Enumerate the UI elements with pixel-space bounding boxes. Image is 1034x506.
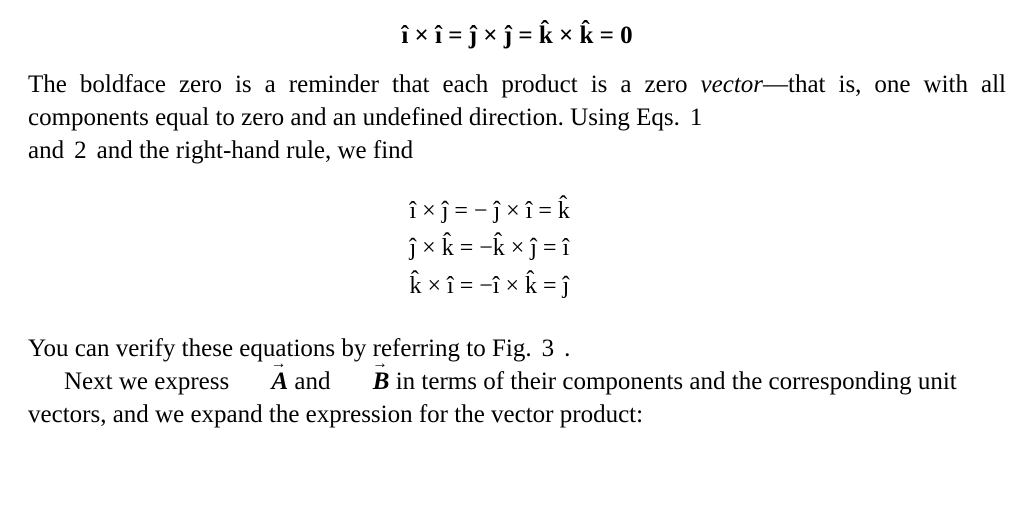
paragraph-verify-and-express <box>28 332 1006 431</box>
equation-line-1 <box>28 193 1006 231</box>
paragraph-2-text-a: You can verify these equations by referring to Fig. <box>28 335 532 363</box>
equation-reference-1[interactable]: 1 <box>689 103 703 131</box>
equation-line-2 <box>28 230 1006 268</box>
equation-line-3-text: k̂ × î = −î × k̂ = ĵ <box>409 273 570 300</box>
paragraph-boldface-zero <box>28 68 1006 167</box>
paragraph-verify <box>28 332 1006 365</box>
document-page <box>0 22 1034 506</box>
paragraph-1-text-b: —that is, one with all components equal to zero and an undefined direction. Using Eqs. <box>28 70 1006 131</box>
equation-identity-zero-text: î × î = ĵ × ĵ = k̂ × k̂ = 0 <box>401 22 633 49</box>
paragraph-3-text-c: in terms of their components and the corresponding unit vectors, and we expand the expression for the vector product: <box>28 368 957 429</box>
equation-line-2-text: ĵ × k̂ = −k̂ × ĵ = î <box>409 235 570 262</box>
vector-b-symbol: B → <box>337 365 390 398</box>
paragraph-1-text-d: and the right-hand rule, we find <box>96 136 414 164</box>
equation-line-3 <box>28 268 1006 306</box>
paragraph-2-text-b: . <box>564 335 571 363</box>
paragraph-1-text-c: and <box>28 136 65 164</box>
paragraph-express-components <box>28 365 1006 431</box>
figure-reference[interactable]: 3 <box>541 335 555 363</box>
equation-identity-zero <box>28 22 1006 50</box>
paragraph-3-text-b: and <box>288 368 337 396</box>
equation-reference-2[interactable]: 2 <box>74 136 87 164</box>
vector-a-symbol: A → <box>235 365 288 398</box>
equation-line-1-text: î × ĵ = − ĵ × î = k̂ <box>409 197 570 224</box>
paragraph-3-text-a: Next we express <box>64 368 236 396</box>
equation-group-cross-products <box>28 193 1006 307</box>
paragraph-1-italic-vector: vector <box>700 70 763 98</box>
paragraph-1-text-a: The boldface zero is a reminder that each product is a zero <box>28 70 701 98</box>
